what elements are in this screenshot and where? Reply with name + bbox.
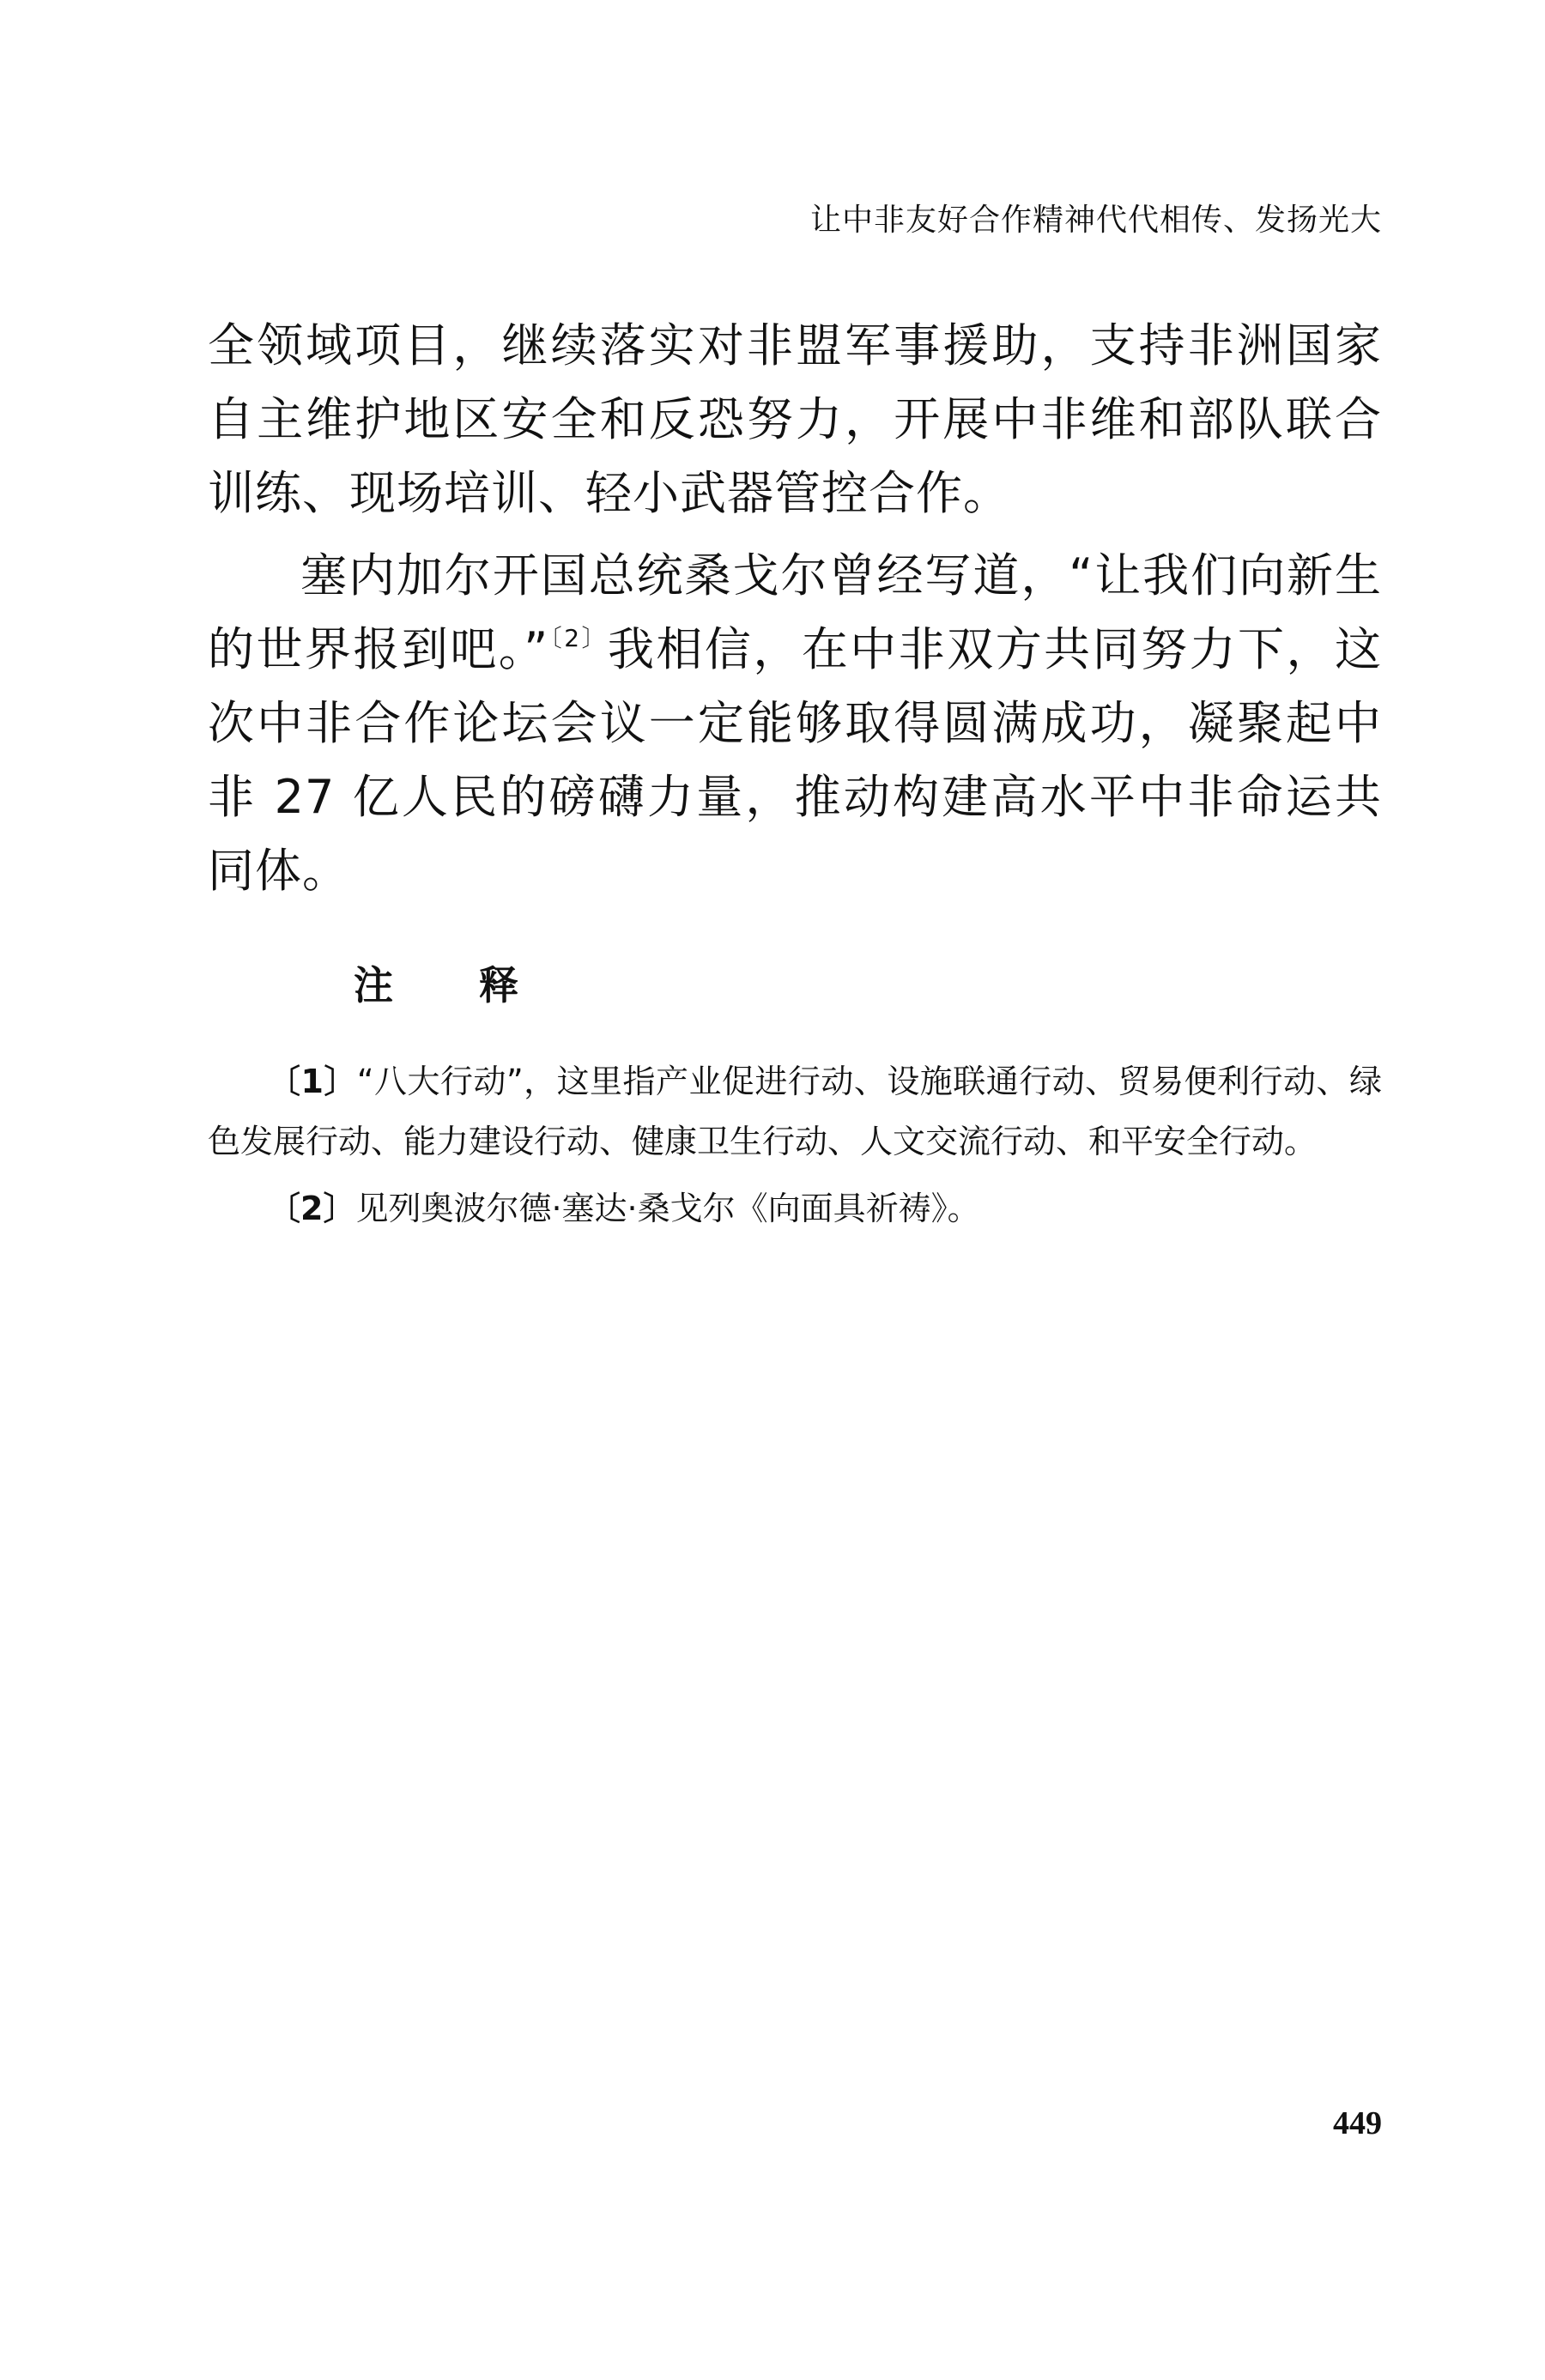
body-text: [208, 309, 1382, 908]
note-2: [208, 1178, 1382, 1238]
notes-heading: 注释: [354, 962, 604, 1008]
note-1: [208, 1051, 1382, 1172]
paragraph-2: [208, 539, 1382, 908]
note-1-number: 〔1〕: [268, 1063, 357, 1100]
note-2-text: 见列奥波尔德·塞达·桑戈尔《向面具祈祷》。: [355, 1190, 980, 1227]
note-2-number: 〔2〕: [268, 1190, 356, 1227]
paragraph-2-text-after: 我相信，在中非双方共同努力下，这次中非合作论坛会议一定能够取得圆满成功，凝聚起中非 27 亿人民的磅礴力量，推动构建高水平中非命运共同体。: [208, 622, 1382, 898]
notes-list: [208, 1051, 1382, 1245]
note-reference-2: 〔2〕: [548, 624, 608, 652]
note-1-text: “八大行动”，这里指产业促进行动、设施联通行动、贸易便利行动、绿色发展行动、能力建设行动、健康卫生行动、人文交流行动、和平安全行动。: [208, 1063, 1382, 1160]
running-head-title: 让中非友好合作精神代代相传、发扬光大: [809, 203, 1382, 238]
paragraph-1: 全领域项目，继续落实对非盟军事援助，支持非洲国家自主维护地区安全和反恐努力，开展中非维和部队联合训练、现场培训、轻小武器管控合作。: [208, 318, 1382, 520]
paragraph-2-text-before: 塞内加尔开国总统桑戈尔曾经写道，“让我们向新生的世界报到吧。”: [208, 548, 1382, 676]
page-number: 449: [1333, 2105, 1382, 2141]
